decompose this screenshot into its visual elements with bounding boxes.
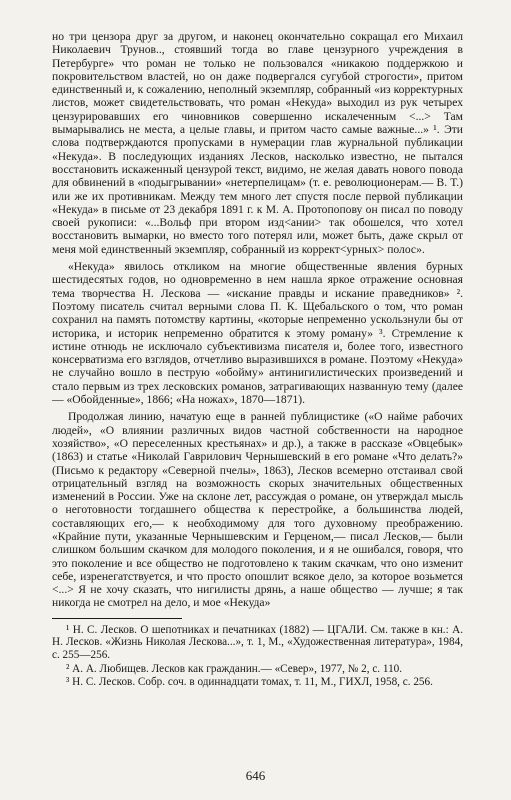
footnote-3: ³ Н. С. Лесков. Собр. соч. в одиннадцати томах, т. 11, М., ГИХЛ, 1958, с. 256. <box>66 676 433 689</box>
page-number: 646 <box>245 768 266 783</box>
paragraph-3: Продолжая линию, начатую еще в ранней публицистике («О найме рабочих людей», «О влиянии различных видов частной собственности на народное хозяйство», «О переселенных крестьянах» и др.), а также в рассказе «Овцебык» (1863) и статье «Николай Гаврилович Чернышевский в его романе «Что делать?» (Письмо к редактору «Северной пчелы», 1863), Лесков всемерно отстаивал свой отрицательный взгляд на возможность скорых значительных общественных изменений в России. Уже на склоне лет, рассуждая о романе, он утверждал мысль о неготовности тогдашнего общества к перестройке, а большинства людей, составляющих его,— к необходимому для того духовному преображению. «Крайние пути, указанные Чернышевским и Герценом,— писал Лесков,— были слишком большим скачком для молодого поколения, и я не ошибался, говоря, что это поколение и все общество не подготовлено к таким скачкам, что оно изменит себе, изренегатствуется, и что просто опошлит всякое дело, за которое возьмется <...> Я не хочу сказать, что нигилисты дрянь, а наше общество — лучше; я так никогда не смотрел на дело, и мое «Некуда» <box>52 410 463 610</box>
paragraph-1: но три цензора друг за другом, и наконец окончательно сокращал его Михаил Николаевич Трунов.., стоявший тогда во главе цензурного учреждения в Петербурге» что роман не только не пользовался «никакою поддержкою и покровительством властей, но он даже подвергался сугубой строгости», притом единственный и, к сожалению, неполный экземпляр, собранный «из корректурных листов, может свидетельствовать, что роман «Некуда» выходил из рук четырех цензурировавших его чиновников совершенно искалеченным <...> Там вымарывались не места, а целые главы, и притом часто самые важные...» ¹. Эти слова подтверждаются пропусками в нумерации глав журнальной публикации «Некуда». В последующих изданиях Лесков, насколько известно, не пытался восстановить искаженный цензурой текст, видимо, не желая давать нового повода для обвинений в «подыгрывании» «нетерпелицам» (т. е. революционерам.— В. Т.) или же их противникам. Между тем много лет спустя после первой публикации «Некуда» в письме от 23 декабря 1891 г. к М. А. Протопопову он писал по поводу своей рукописи: «...Вольф при втором изд<ании> так обошелся, что хотел восстановить вымарки, но вместо того потерял или, может быть, даже скрыл от меня мой единственный экземпляр, собранный из коррект<урных> полос». <box>52 30 463 256</box>
footnote-divider <box>52 618 182 619</box>
footnote-2: ² А. А. Любищев. Лесков как гражданин.— «Север», 1977, № 2, с. 110. <box>66 662 403 675</box>
paragraph-2: «Некуда» явилось откликом на многие общественные явления бурных шестидесятых годов, но одновременно в нем нашла яркое отражение основная тема творчества Н. Лескова — «искание правды и искание праведников» ². Поэтому писатель считал верными слова П. К. Щебальского о том, что роман сохранил на память потомству картины, «которые непременно ускользнули бы от историка, и историк непременно обратится к этому роману» ³. Стремление к истине отнюдь не исключало субъективизма писателя и, более того, известного консерватизма его взглядов, отчетливо выразившихся в романе. Поэтому «Некуда» не случайно вошло в пеструю «обойму» антинигилистических произведений и стало первым из трех лесковских романов, затрагивающих названную тему (далее — «Обойденные», 1866; «На ножах», 1870—1871). <box>52 260 463 407</box>
footnote-1: ¹ Н. С. Лесков. О шепотниках и печатниках (1882) — ЦГАЛИ. См. также в кн.: А. Н. Лесков. «Жизнь Николая Лескова...», т. 1, М., «Художественная литература», 1984, с. 255—256. <box>52 623 463 661</box>
footnotes <box>52 624 463 689</box>
main-text <box>52 30 463 610</box>
